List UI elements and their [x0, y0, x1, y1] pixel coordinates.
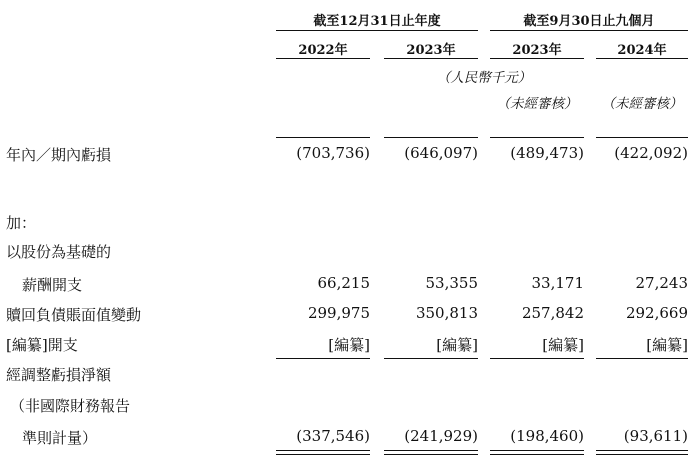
total-double-rule-a-3	[490, 450, 584, 451]
row-label-redacted: [編纂]開支	[6, 336, 78, 354]
row-label-adjusted-line2: （非國際財務報告	[10, 397, 131, 415]
column-header-2024: 2024年	[617, 43, 667, 58]
redacted-2023-nine-months: [編纂]	[542, 336, 584, 354]
redemption-2022: 299,975	[307, 304, 370, 322]
total-double-rule-a-1	[276, 450, 370, 451]
sbc-2023: 53,355	[425, 274, 478, 292]
column-header-2023-year: 2023年	[406, 43, 456, 58]
row-label-redemption: 贖回負債賬面值變動	[6, 306, 142, 324]
loss-top-rule-4	[596, 137, 688, 138]
loss-2022: (703,736)	[296, 144, 370, 162]
sbc-2024-nine-months: 27,243	[635, 274, 688, 292]
redacted-bottom-rule-4	[596, 358, 688, 359]
loss-top-rule-3	[490, 137, 584, 138]
header-group-year: 截至12月31日止年度	[313, 14, 441, 29]
row-label-loss: 年內／期內虧損	[6, 146, 112, 164]
redemption-2023-nine-months: 257,842	[521, 304, 584, 322]
redacted-bottom-rule-3	[490, 358, 584, 359]
column-rule-3	[490, 58, 584, 59]
header-group-nine-months-rule	[490, 30, 688, 31]
total-double-rule-a-2	[384, 450, 478, 451]
column-header-2023-nine-months: 2023年	[512, 43, 562, 58]
unaudited-note-2024: （未經審核）	[601, 96, 683, 112]
column-header-2022: 2022年	[298, 43, 348, 58]
redacted-2024-nine-months: [編纂]	[646, 336, 688, 354]
loss-2023: (646,097)	[404, 144, 478, 162]
sbc-2023-nine-months: 33,171	[531, 274, 584, 292]
unit-note: （人民幣千元）	[436, 70, 532, 86]
sbc-2022: 66,215	[317, 274, 370, 292]
loss-2023-nine-months: (489,473)	[510, 144, 584, 162]
total-double-rule-a-4	[596, 450, 688, 451]
column-rule-2	[384, 58, 478, 59]
total-double-rule-b-4	[596, 454, 688, 455]
redemption-2023: 350,813	[415, 304, 478, 322]
redacted-2022: [編纂]	[328, 336, 370, 354]
total-double-rule-b-1	[276, 454, 370, 455]
redacted-bottom-rule-1	[276, 358, 370, 359]
loss-top-rule-2	[384, 137, 478, 138]
column-rule-1	[276, 58, 370, 59]
row-label-adjusted-line1: 經調整虧損淨額	[6, 366, 112, 384]
header-group-year-rule	[276, 30, 478, 31]
row-label-sbc-line2: 薪酬開支	[22, 276, 83, 294]
total-double-rule-b-3	[490, 454, 584, 455]
loss-2024-nine-months: (422,092)	[614, 144, 688, 162]
total-double-rule-b-2	[384, 454, 478, 455]
adjusted-2022: (337,546)	[296, 427, 370, 445]
redacted-2023: [編纂]	[436, 336, 478, 354]
redemption-2024-nine-months: 292,669	[625, 304, 688, 322]
redacted-bottom-rule-2	[384, 358, 478, 359]
loss-top-rule-1	[276, 137, 370, 138]
unaudited-note-2023: （未經審核）	[496, 96, 578, 112]
adjusted-2023-nine-months: (198,460)	[510, 427, 584, 445]
adjusted-2023: (241,929)	[404, 427, 478, 445]
header-group-nine-months: 截至9月30日止九個月	[523, 14, 655, 29]
adjusted-2024-nine-months: (93,611)	[623, 427, 688, 445]
column-rule-4	[596, 58, 688, 59]
row-label-add: 加：	[6, 214, 37, 232]
row-label-sbc-line1: 以股份為基礎的	[6, 243, 112, 261]
row-label-adjusted-line3: 準則計量）	[22, 429, 98, 447]
